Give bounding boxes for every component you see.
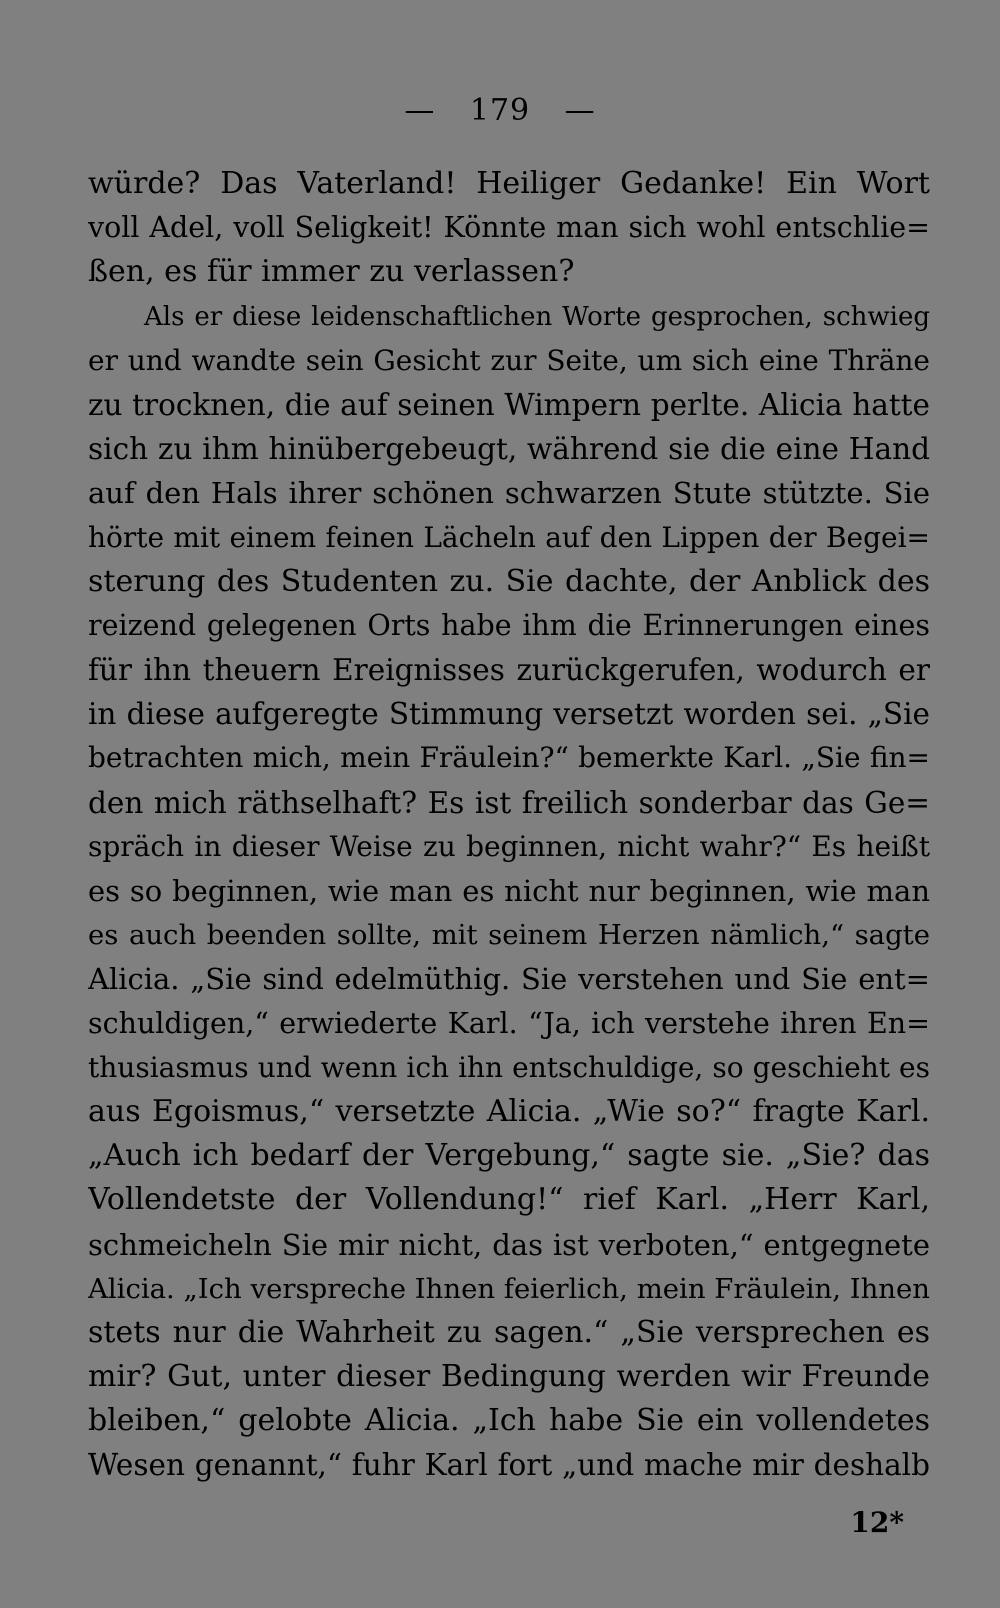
text-line: voll Adel, voll Seligkeit! Könnte man sich wohl entschlie= <box>88 211 930 245</box>
text-line: mir? Gut, unter dieser Bedingung werden wir Freunde <box>88 1359 930 1395</box>
text-line: in diese aufgeregte Stimmung versetzt worden sei. „Sie <box>88 697 930 732</box>
text-line: „Auch ich bedarf der Vergebung,“ sagte sie. „Sie? das <box>88 1138 930 1174</box>
text-line: Alicia. „Ich verspreche Ihnen feierlich, mein Fräulein, Ihnen <box>88 1272 930 1305</box>
text-line: er und wandte sein Gesicht zur Seite, um sich eine Thräne <box>88 343 930 377</box>
text-line: spräch in dieser Weise zu beginnen, nicht wahr?“ Es heißt <box>88 829 930 863</box>
text-line: bleiben,“ gelobte Alicia. „Ich habe Sie ein vollendetes <box>88 1403 930 1439</box>
text-line: aus Egoismus,“ versetzte Alicia. „Wie so?“ fragte Karl. <box>88 1093 930 1129</box>
text-line: sterung des Studenten zu. Sie dachte, der Anblick des <box>88 563 930 599</box>
text-line: Alicia. „Sie sind edelmüthig. Sie verstehen und Sie ent= <box>88 962 930 997</box>
text-line: ßen, es für immer zu verlassen? <box>88 254 575 290</box>
text-line: hörte mit einem feinen Lächeln auf den Lippen der Begei= <box>88 520 930 554</box>
text-line: sich zu ihm hinübergebeugt, während sie die eine Hand <box>88 432 930 467</box>
text-line: zu trocknen, die auf seinen Wimpern perlte. Alicia hatte <box>88 387 930 422</box>
body-text <box>88 162 930 1488</box>
header-dash-right: — <box>564 93 596 128</box>
text-line: für ihn theuern Ereignisses zurückgerufen, wodurch er <box>88 653 930 688</box>
page-number: 179 <box>469 93 531 128</box>
page-header <box>0 84 1000 138</box>
text-line: schmeicheln Sie mir nicht, das ist verboten,“ entgegnete <box>88 1227 930 1262</box>
text-line: den mich räthselhaft? Es ist freilich sonderbar das Ge= <box>88 785 930 820</box>
text-line: reizend gelegenen Orts habe ihm die Erinnerungen eines <box>88 608 930 642</box>
header-dash-left: — <box>404 93 436 128</box>
text-line: es auch beenden sollte, mit seinem Herzen nämlich,“ sagte <box>88 919 930 952</box>
signature-mark: 12* <box>850 1506 904 1539</box>
text-line: Vollendetste der Vollendung!“ rief Karl. „Herr Karl, <box>88 1182 930 1218</box>
text-line: Als er diese leidenschaftlichen Worte gesprochen, schwieg <box>144 301 930 332</box>
text-line: schuldigen,“ erwiederte Karl. “Ja, ich verstehe ihren En= <box>88 1006 930 1040</box>
text-line: es so beginnen, wie man es nicht nur beginnen, wie man <box>88 874 930 908</box>
text-line: thusiasmus und wenn ich ihn entschuldige, so geschieht es <box>88 1050 930 1084</box>
text-line: stets nur die Wahrheit zu sagen.“ „Sie versprechen es <box>88 1314 930 1350</box>
text-line: würde? Das Vaterland! Heiliger Gedanke! Ein Wort <box>88 166 930 201</box>
text-line: Wesen genannt,“ fuhr Karl fort „und mache mir deshalb <box>88 1448 930 1483</box>
text-line: betrachten mich, mein Fräulein?“ bemerkte Karl. „Sie fin= <box>88 741 930 775</box>
text-line: auf den Hals ihrer schönen schwarzen Stute stützte. Sie <box>88 476 930 511</box>
